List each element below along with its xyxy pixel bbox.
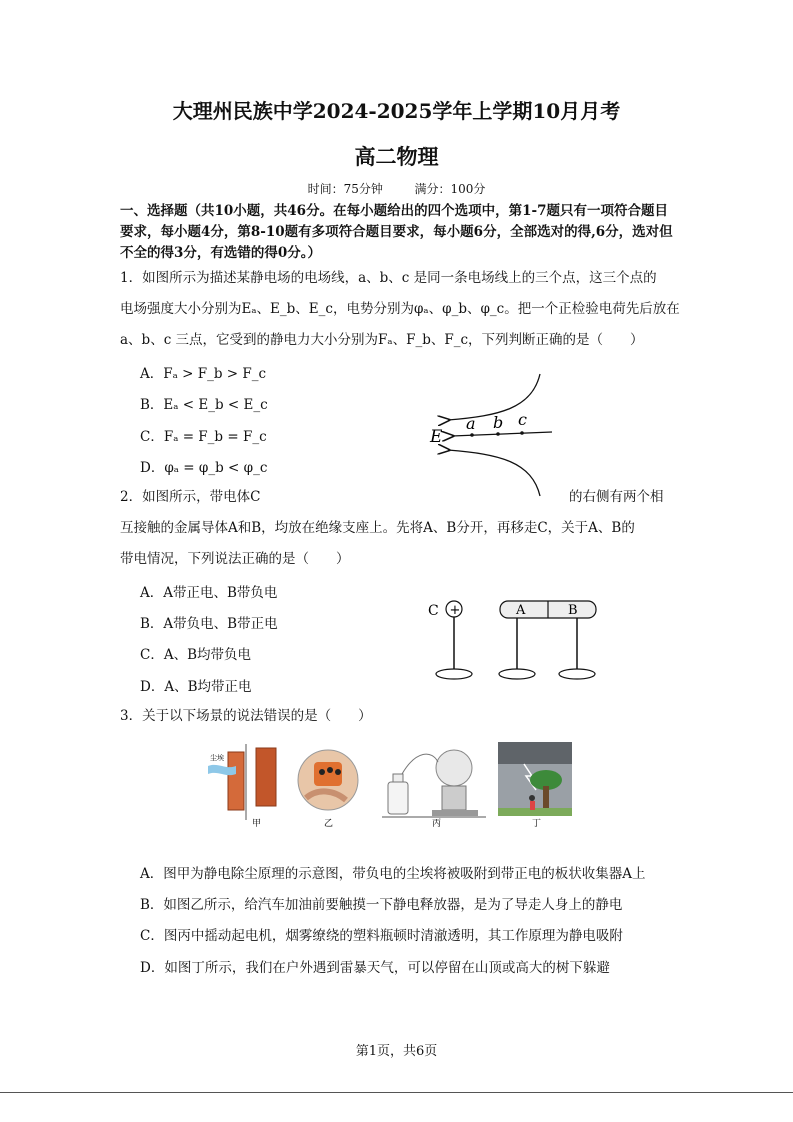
q1-option-c: C．Fₐ = F_b = F_c bbox=[140, 429, 267, 445]
figure-bing bbox=[382, 750, 486, 817]
bottom-divider bbox=[0, 1092, 793, 1093]
label-c: c bbox=[518, 410, 527, 429]
point-a bbox=[470, 433, 474, 437]
field-line-lower bbox=[448, 450, 540, 496]
dust-label: 尘埃 bbox=[210, 754, 224, 762]
label-B: B bbox=[568, 603, 578, 618]
q3-option-a: A．图甲为静电除尘原理的示意图，带负电的尘埃将被吸附到带正电的板状收集器A上 bbox=[140, 866, 646, 882]
q2-option-c: C．A、B均带负电 bbox=[140, 647, 251, 663]
caption-bing: 丙 bbox=[432, 819, 442, 829]
figure-ding bbox=[498, 742, 572, 816]
q2-conductors-figure bbox=[420, 592, 610, 684]
q3-option-b: B．如图乙所示，给汽车加油前要触摸一下静电释放器，是为了导走人身上的静电 bbox=[140, 897, 623, 913]
score-info: 满分：100分 bbox=[414, 182, 486, 196]
exam-title: 大理州民族中学2024-2025学年上学期10月月考 bbox=[172, 99, 621, 123]
q1-field-lines-figure bbox=[420, 368, 570, 498]
q3-option-d: D．如图丁所示，我们在户外遇到雷暴天气，可以停留在山顶或高大的树下躲避 bbox=[140, 960, 610, 976]
q3-option-c: C．图丙中摇动起电机，烟雾缭绕的塑料瓶顿时清澈透明，其工作原理为静电吸附 bbox=[140, 928, 623, 944]
q2-option-a: A．A带正电、B带负电 bbox=[140, 585, 278, 601]
label-C: C bbox=[428, 603, 439, 619]
q3-figures bbox=[206, 740, 586, 830]
point-c bbox=[520, 431, 524, 435]
caption-ding: 丁 bbox=[532, 819, 542, 829]
q2-line1b: 的右侧有两个相 bbox=[569, 489, 664, 505]
q1-option-d: D．φₐ = φ_b < φ_c bbox=[140, 460, 268, 476]
q3-stem: 3．关于以下场景的说法错误的是（ ） bbox=[120, 708, 372, 724]
caption-jia: 甲 bbox=[252, 819, 262, 829]
q1-line2: 电场强度大小分别为Eₐ、E_b、E_c，电势分别为φₐ、φ_b、φ_c。把一个正检验电荷先后放在 bbox=[120, 301, 680, 317]
q2-line3: 带电情况，下列说法正确的是（ ） bbox=[120, 551, 350, 567]
exam-info bbox=[0, 180, 793, 197]
section-heading: 一、选择题（共10小题，共46分。在每小题给出的四个选项中，第1-7题只有一项符合题目要求，每小题4分，第8-10题有多项符合题目要求，每小题6分，全部选对的得,6分，选对但不全的得3分，有选错的得0分。） bbox=[120, 203, 673, 261]
label-a: a bbox=[466, 414, 476, 433]
q2-line2: 互接触的金属导体A和B，均放在绝缘支座上。先将A、B分开，再移走C，关于A、B的 bbox=[120, 520, 635, 536]
time-info: 时间：75分钟 bbox=[307, 182, 383, 196]
page-number: 第1页，共6页 bbox=[355, 1044, 438, 1059]
plus-sign: + bbox=[449, 603, 461, 618]
q1-option-b: B．Eₐ < E_b < E_c bbox=[140, 397, 268, 413]
label-E: E bbox=[430, 427, 443, 447]
q2-line1a: 2．如图所示，带电体C bbox=[120, 489, 261, 505]
point-b bbox=[496, 432, 500, 436]
figure-yi bbox=[298, 750, 358, 810]
figure-jia bbox=[208, 744, 276, 820]
q2-option-b: B．A带负电、B带正电 bbox=[140, 616, 278, 632]
label-b: b bbox=[493, 413, 504, 432]
q1-line1: 1．如图所示为描述某静电场的电场线，a、b、c 是同一条电场线上的三个点，这三个点的 bbox=[120, 270, 657, 286]
label-A: A bbox=[516, 603, 526, 618]
q1-line3: a、b、c 三点，它受到的静电力大小分别为Fₐ、F_b、F_c，下列判断正确的是（ ） bbox=[120, 332, 644, 348]
subject-title: 高二物理 bbox=[354, 144, 439, 169]
caption-yi: 乙 bbox=[324, 819, 334, 829]
q1-option-a: A．Fₐ > F_b > F_c bbox=[140, 366, 267, 382]
q2-option-d: D．A、B均带正电 bbox=[140, 679, 252, 695]
